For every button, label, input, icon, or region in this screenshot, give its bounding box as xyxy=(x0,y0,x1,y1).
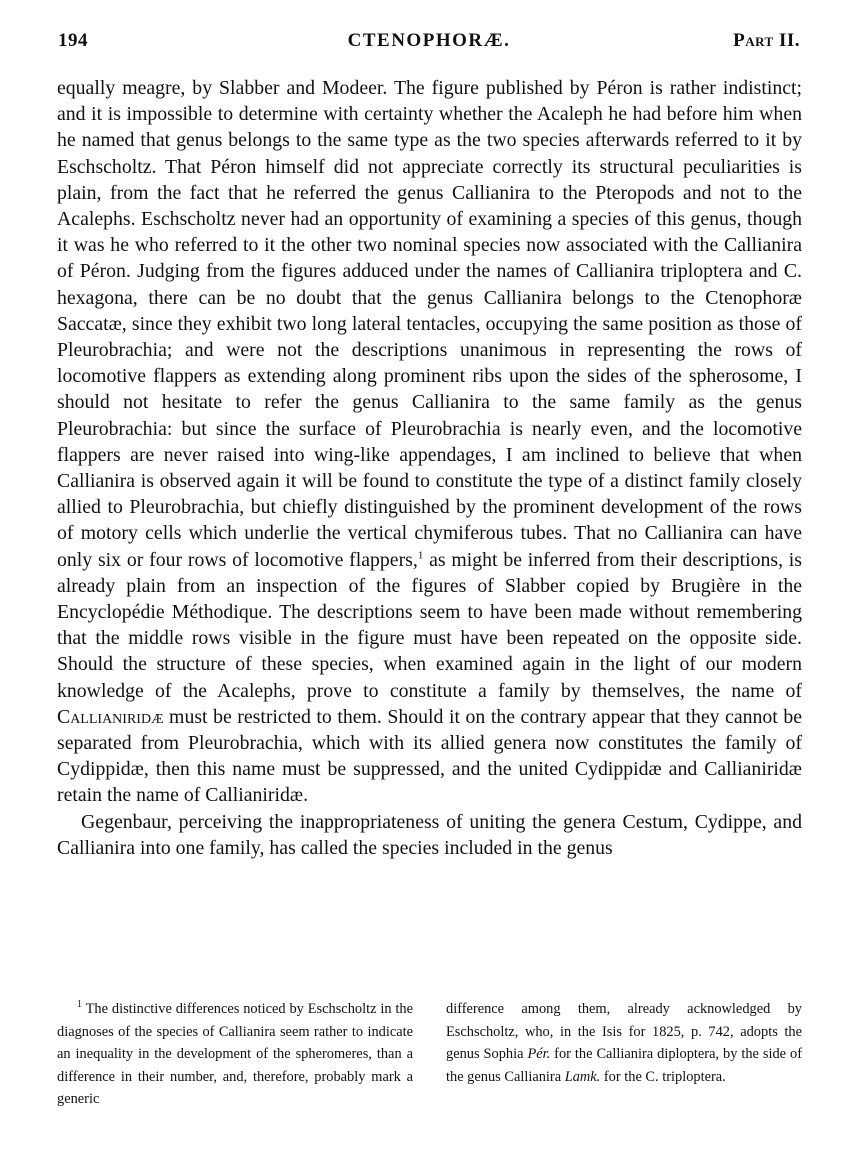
paragraph-1-text-b: as might be inferred from their descriptions, is already plain from an inspection of the figures of Slabber copied by Brugière in the Encyclopédie Méthodique. The descriptions seem to have been made without remembering that the middle rows visible in the figure must have been repeated on the opposite side. Should the structure of these species, when examined again in the light of our modern knowledge of the Acalephs, prove to constitute a family by themselves, the name of xyxy=(57,548,802,702)
paragraph-1-text-c: must be restricted to them. Should it on the contrary appear that they cannot be separated from Pleurobrachia, which with its allied genera now constitutes the family of Cydippidæ, then this name must be suppressed, and the united Cydippidæ and Callianiridæ retain the name of Callianiridæ. xyxy=(57,705,802,807)
footnote-column-2 xyxy=(446,998,802,1111)
footnote xyxy=(57,998,802,1111)
page-number: 194 xyxy=(58,30,88,51)
footnote-author-1: Pér. xyxy=(527,1046,551,1062)
paragraph-1 xyxy=(57,75,802,809)
running-header xyxy=(58,30,800,60)
paragraph-2: Gegenbaur, perceiving the inappropriateness of uniting the genera Cestum, Cydippe, and Callianira into one family, has called the species included in the genus xyxy=(57,810,802,859)
part-label: Part II. xyxy=(733,30,800,51)
running-title: CTENOPHORÆ. xyxy=(347,30,511,51)
footnote-marker: 1 xyxy=(77,999,82,1011)
footnote-reference: 1 xyxy=(417,549,424,562)
footnote-text-2c: for the C. triploptera. xyxy=(600,1068,726,1085)
family-name: Callianiridæ xyxy=(57,705,164,728)
footnote-text-2b: for the Callianira diploptera, by the side of the genus Callianira xyxy=(446,1046,802,1085)
paragraph-1-text-a: equally meagre, by Slabber and Modeer. The figure published by Péron is rather indistinct; and it is impossible to determine with certainty whether the Acaleph he had before him when he named that genus belongs to the same type as the two species afterwards referred to it by Eschscholtz. That Péron himself did not appreciate correctly its structural peculiarities is plain, from the fact that he referred the genus Callianira to the Pteropods and not to the Acalephs. Eschscholtz never had an opportunity of examining a species of this genus, though it was he who referred to it the other two nominal species now associated with the Callianira of Péron. Judging from the figures adduced under the names of Callianira triploptera and C. hexagona, there can be no doubt that the genus Callianira belongs to the Ctenophoræ Saccatæ, since they exhibit two long lateral tentacles, occupying the same position as those of Pleurobrachia; and were not the descriptions unanimous in representing the rows of locomotive flappers as extending along prominent ribs upon the sides of the spherosome, I should not hesitate to refer the genus Callianira to the same family as the genus Pleurobrachia: but since the surface of Pleurobrachia is nearly even, and the locomotive flappers are never raised into wing-like appendages, I am inclined to believe that when Callianira is observed again it will be found to constitute the type of a distinct family closely allied to Pleurobrachia, but chiefly distinguished by the prominent development of the rows of motory cells which underlie the vertical chymiferous tubes. That no Callianira can have only six or four rows of locomotive flappers, xyxy=(57,77,802,571)
footnote-text-2a: difference among them, already acknowledged by Eschscholtz, who, in the Isis for 1825, p. 742, adopts the genus Sophia xyxy=(446,1001,802,1062)
footnote-text-1: The distinctive differences noticed by Eschscholtz in the diagnoses of the species of Callianira seem rather to indicate an inequality in the development of the spheromeres, than a difference in their number, and, therefore, probably mark a generic xyxy=(57,1001,413,1107)
footnote-author-2: Lamk. xyxy=(564,1068,601,1085)
main-text xyxy=(57,75,802,861)
footnote-column-1 xyxy=(57,998,413,1111)
